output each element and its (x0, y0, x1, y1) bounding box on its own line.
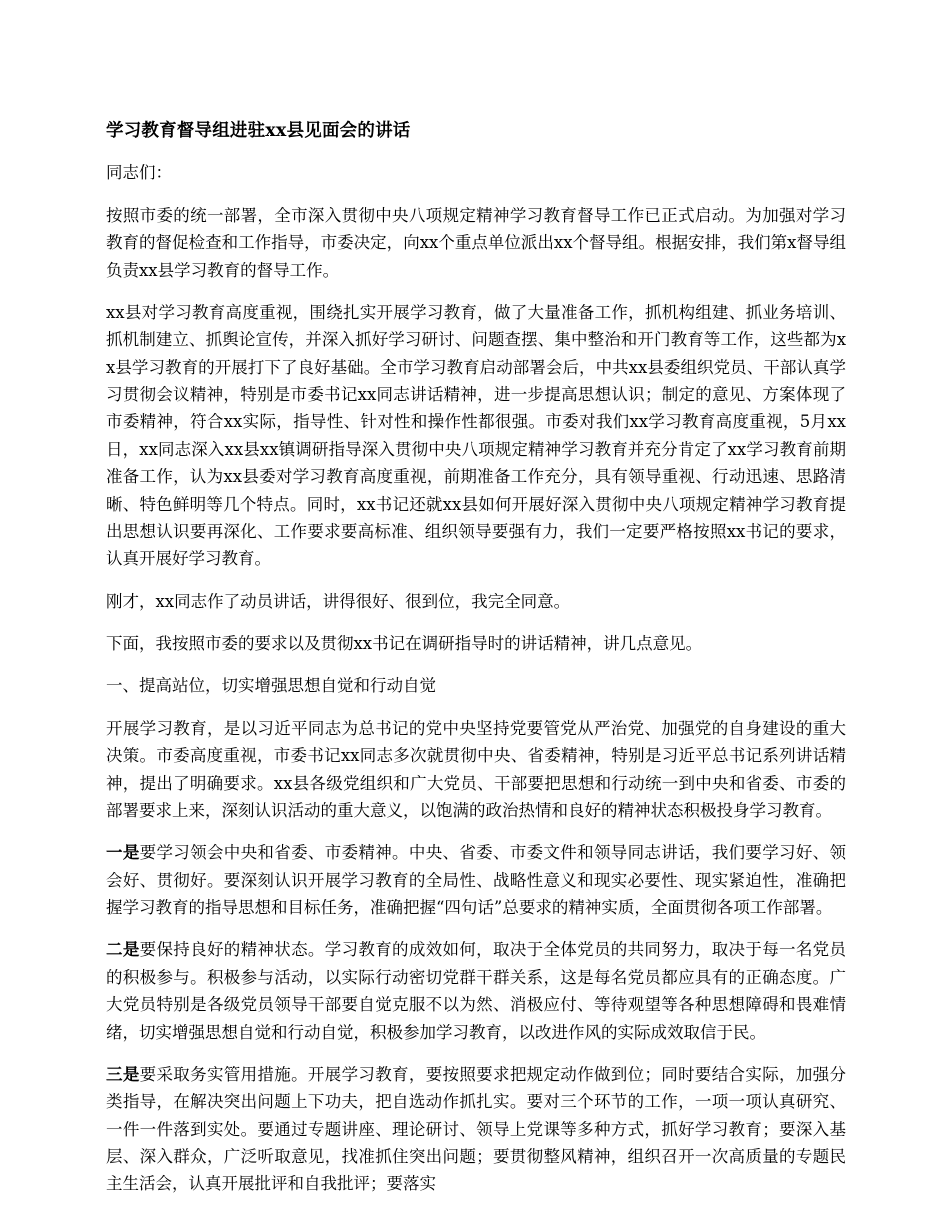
section-heading-one: 一、提高站位，切实增强思想自觉和行动自觉 (106, 676, 436, 696)
point-one-text: 要学习领会中央和省委、市委精神。中央、省委、市委文件和领导同志讲话，我们要学习好、领会好、贯彻好。要深刻认识开展学习教育的全局性、战略性意义和现实必要性、现实紧迫性，准确把握学习教育的指导思想和目标任务，准确把握“四句话”总要求的精神实质，全面贯彻各项工作部署。 (106, 843, 847, 918)
point-two-lead: 二是 (106, 940, 140, 960)
point-two-text: 要保持良好的精神状态。学习教育的成效如何，取决于全体党员的共同努力，取决于每一名党员的积极参与。积极参与活动，以实际行动密切党群干群关系，这是每名党员都应具有的正确态度。广大党员特别是各级党员领导干部要自觉克服不以为然、消极应付、等待观望等各种思想障碍和畏难情绪，切实增强思想自觉和行动自觉，积极参加学习教育，以改进作风的实际成效取信于民。 (106, 940, 847, 1042)
point-one-lead: 一是 (106, 843, 140, 863)
point-three-lead: 三是 (106, 1064, 140, 1084)
paragraph-opening-deployment: 按照市委的统一部署，全市深入贯彻中央八项规定精神学习教育督导工作已正式启动。为加强对学习教育的督促检查和工作指导，市委决定，向xx个重点单位派出xx个督导组。根据安排，我们第x督导组负责xx县学习教育的督导工作。 (106, 205, 846, 280)
paragraph-point-three (106, 1061, 846, 1198)
paragraph-section1-intro: 开展学习教育，是以习近平同志为总书记的党中央坚持党要管党从严治党、加强党的自身建设的重大决策。市委高度重视，市委书记xx同志多次就贯彻中央、省委精神，特别是习近平总书记系列讲话精神，提出了明确要求。xx县各级党组织和广大党员、干部要把思想和行动统一到中央和省委、市委的部署要求上来，深刻认识活动的重大意义，以饱满的政治热情和良好的精神状态积极投身学习教育。 (106, 718, 846, 820)
paragraph-point-two (106, 936, 846, 1046)
paragraph-point-one (106, 839, 846, 921)
document-body (106, 118, 846, 1213)
paragraph-transition-opinions: 下面，我按照市委的要求以及贯彻xx书记在调研指导时的讲话精神，讲几点意见。 (106, 634, 703, 654)
page-title: 学习教育督导组进驻xx县见面会的讲话 (106, 121, 411, 141)
paragraph-mobilization-agreement: 刚才，xx同志作了动员讲话，讲得很好、很到位，我完全同意。 (106, 591, 571, 611)
salutation: 同志们： (106, 163, 172, 183)
point-three-text: 要采取务实管用措施。开展学习教育，要按照要求把规定动作做到位；同时要结合实际，加强分类指导，在解决突出问题上下功夫，把自选动作抓扎实。要对三个环节的工作，一项一项认真研究、一件一件落到实处。要通过专题讲座、理论研讨、领导上党课等多种方式，抓好学习教育；要深入基层、深入群众，广泛听取意见，找准抓住突出问题；要贯彻整风精神，组织召开一次高质量的专题民主生活会，认真开展批评和自我批评；要落实 (106, 1064, 847, 1194)
paragraph-county-preparation: xx县对学习教育高度重视，围绕扎实开展学习教育，做了大量准备工作，抓机构组建、抓业务培训、抓机制建立、抓舆论宣传，并深入抓好学习研讨、问题查摆、集中整治和开门教育等工作，这些都为xx县学习教育的开展打下了良好基础。全市学习教育启动部署会后，中共xx县委组织党员、干部认真学习贯彻会议精神，特别是市委书记xx同志讲话精神，进一步提高思想认识；制定的意见、方案体现了市委精神，符合xx实际，指导性、针对性和操作性都很强。市委对我们xx学习教育高度重视，5月xx日，xx同志深入xx县xx镇调研指导深入贯彻中央八项规定精神学习教育并充分肯定了xx学习教育前期准备工作，认为xx县委对学习教育高度重视，前期准备工作充分，具有领导重视、行动迅速、思路清晰、特色鲜明等几个特点。同时，xx书记还就xx县如何开展好深入贯彻中央八项规定精神学习教育提出思想认识要再深化、工作要求要高标准、组织领导要强有力，我们一定要严格按照xx书记的要求，认真开展好学习教育。 (106, 302, 846, 569)
